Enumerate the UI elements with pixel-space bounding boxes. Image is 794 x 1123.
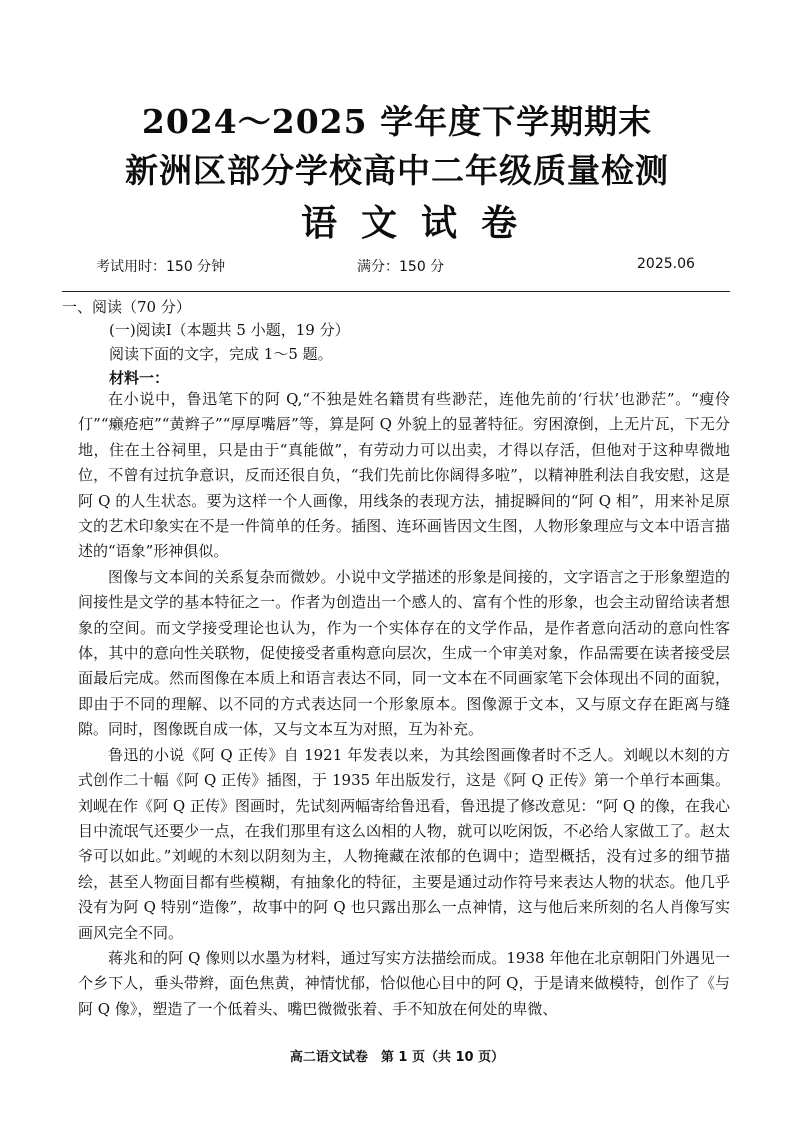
exam-duration: 考试用时：150 分钟 [96, 259, 226, 275]
reading-passage [78, 387, 730, 1022]
passage-paragraph: 在小说中，鲁迅笔下的阿 Q,“不独是姓名籍贯有些渺茫，连他先前的‘行状’也渺茫”。“瘦伶仃”“癞疮疤”“黄辫子”“厚厚嘴唇”等，算是阿 Q 外貌上的显著特征。穷困潦倒，上无片瓦，下无分地，住在土谷祠里，只是由于“真能做”，有劳动力可以出卖，才得以存活，但他对于这种卑微地位，不曾有过抗争意识，反而还很自负，“我们先前比你阔得多啦”，以精神胜利法自我安慰，这是阿 Q 的人生状态。要为这样一个人画像，用线条的表现方法，捕捉瞬间的“阿 Q 相”，用来补足原文的艺术印象实在不是一件简单的任务。插图、连环画皆因文生图，人物形象理应与文本中语言描述的“语象”形神俱似。 [78, 390, 730, 561]
page-footer: 高二语文试卷 第 1 页（共 10 页） [289, 1050, 505, 1065]
exam-title-year: 2024～2025 学年度下学期期末 [141, 102, 653, 141]
section-heading: 一、阅读（70 分） [62, 298, 191, 316]
exam-date: 2025.06 [637, 256, 695, 272]
section-subheading: (一)阅读Ⅰ（本题共 5 小题，19 分） [109, 321, 350, 339]
header-divider [62, 291, 730, 292]
material-label: 材料一： [109, 369, 170, 387]
exam-title-subject: 语文试卷 [300, 202, 541, 244]
passage-paragraph: 鲁迅的小说《阿 Q 正传》自 1921 年发表以来，为其绘图画像者时不乏人。刘岘以木刻的方式创作二十幅《阿 Q 正传》插图，于 1935 年出版发行，这是《阿 Q 正传》第一个单行本画集。刘岘在作《阿 Q 正传》图画时，先试刻两幅寄给鲁迅看，鲁迅提了修改意见：“阿 Q 的像，在我心目中流氓气还要少一点，在我们那里有这么凶相的人物，就可以吃闲饭，不必给人家做工了。赵太爷可以如此。”刘岘的木刻以阴刻为主，人物掩藏在浓郁的色调中；造型概括，没有过多的细节描绘，甚至人物面目都有些模糊，有抽象化的特征，主要是通过动作符号来表达人物的状态。他几乎没有为阿 Q 特别“造像”，故事中的阿 Q 也只露出那么一点神情，这与他后来所刻的名人肖像写实画风完全不同。 [78, 745, 730, 942]
exam-full-score: 满分：150 分 [357, 259, 445, 275]
reading-instruction: 阅读下面的文字，完成 1～5 题。 [109, 345, 333, 363]
passage-paragraph: 蒋兆和的阿 Q 像则以水墨为材料，通过写实方法描绘而成。1938 年他在北京朝阳门外遇见一个乡下人，垂头带辫，面色焦黄，神情忧郁，恰似他心目中的阿 Q，于是请来做模特，创作了《与阿 Q 像》，塑造了一个低着头、嘴巴微微张着、手不知放在何处的卑微、 [78, 948, 730, 1018]
passage-paragraph: 图像与文本间的关系复杂而微妙。小说中文学描述的形象是间接的，文字语言之于形象塑造的间接性是文学的基本特征之一。作者为创造出一个感人的、富有个性的形象，也会主动留给读者想象的空间。而文学接受理论也认为，作为一个实体存在的文学作品，是作者意向活动的意向性客体，其中的意向性关联物，促使接受者重构意向层次，生成一个审美对象，作品需要在读者接受层面最后完成。然而图像在本质上和语言表达不同，同一文本在不同画家笔下会体现出不同的面貌，即由于不同的理解、以不同的方式表达同一个形象原本。图像源于文本，又与原文存在距离与缝隙。同时，图像既自成一体，又与文本互为对照，互为补充。 [78, 567, 730, 739]
exam-title-school: 新洲区部分学校高中二年级质量检测 [125, 151, 669, 190]
